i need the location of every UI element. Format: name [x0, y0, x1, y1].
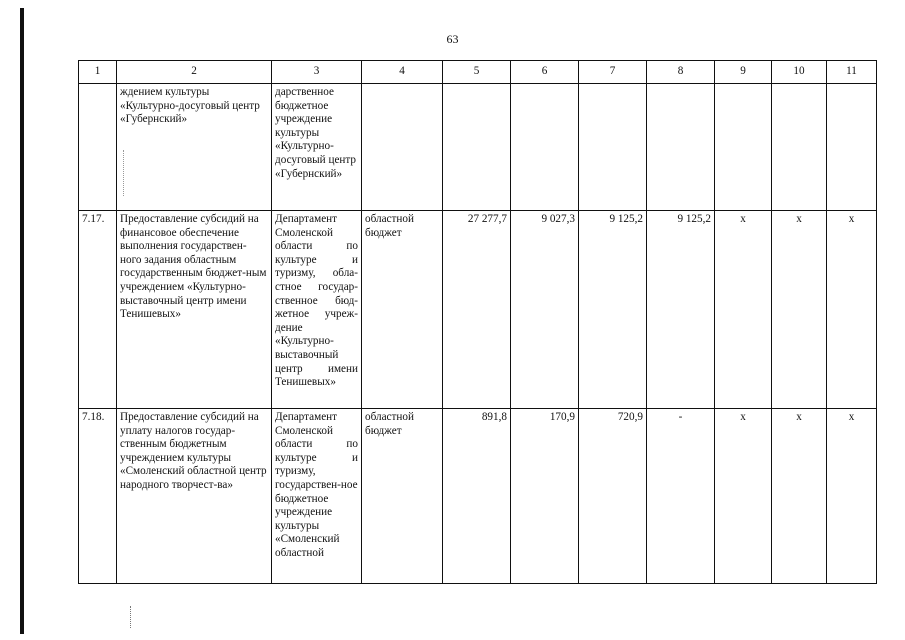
header-cell: 3 [272, 61, 362, 84]
total-amount: 891,8 [443, 409, 511, 584]
header-cell: 2 [117, 61, 272, 84]
year-2-amount: 9 125,2 [579, 211, 647, 409]
header-cell: 7 [579, 61, 647, 84]
header-cell: 6 [511, 61, 579, 84]
measure-name: Предоставление субсидий на уплату налогов государ-ственным бюджетным учреждением культуры «Смоленский областной центр народного творчест-ва» [117, 409, 272, 584]
year-3-amount: 9 125,2 [647, 211, 715, 409]
executor: Департамент Смоленской области по культуре и туризму, обла-стное государ-ственное бюд-жетное учреж-дение «Культурно-выставочный центр имени Тенишевых» [272, 211, 362, 409]
year-2-amount [579, 84, 647, 211]
measure-name: ждением культуры «Культурно-досуговый центр «Губернский» [117, 84, 272, 211]
indicator-col-9 [715, 84, 772, 211]
year-1-amount: 170,9 [511, 409, 579, 584]
header-cell: 5 [443, 61, 511, 84]
total-amount [443, 84, 511, 211]
table-header-row [79, 61, 877, 84]
binding-margin-line [20, 8, 24, 634]
funding-source: областной бюджет [362, 211, 443, 409]
indicator-col-9: х [715, 211, 772, 409]
row-number: 7.18. [79, 409, 117, 584]
funding-source [362, 84, 443, 211]
indicator-col-10: х [772, 211, 827, 409]
header-cell: 8 [647, 61, 715, 84]
total-amount: 27 277,7 [443, 211, 511, 409]
year-2-amount: 720,9 [579, 409, 647, 584]
year-3-amount [647, 84, 715, 211]
scan-artifact-dots [130, 606, 133, 628]
table-row [79, 211, 877, 409]
year-1-amount [511, 84, 579, 211]
executor: Департамент Смоленской области по культуре и туризму, государствен-ное бюджетное учреждение культуры «Смоленский областной [272, 409, 362, 584]
header-cell: 4 [362, 61, 443, 84]
header-cell: 11 [827, 61, 877, 84]
year-1-amount: 9 027,3 [511, 211, 579, 409]
executor: дарственное бюджетное учреждение культуры «Культурно-досуговый центр «Губернский» [272, 84, 362, 211]
measure-name: Предоставление субсидий на финансовое обеспечение выполнения государствен-ного задания областным государственным бюджет-ным учреждением «Культурно-выставочный центр имени Тенишевых» [117, 211, 272, 409]
year-3-amount: - [647, 409, 715, 584]
row-number [79, 84, 117, 211]
scan-artifact-dots [123, 150, 126, 196]
header-cell: 10 [772, 61, 827, 84]
page-number: 63 [446, 32, 459, 46]
header-cell: 1 [79, 61, 117, 84]
indicator-col-11: х [827, 409, 877, 584]
indicator-col-10: х [772, 409, 827, 584]
table-row [79, 409, 877, 584]
row-number: 7.17. [79, 211, 117, 409]
indicator-col-11: х [827, 211, 877, 409]
indicator-col-11 [827, 84, 877, 211]
funding-source: областной бюджет [362, 409, 443, 584]
indicator-col-10 [772, 84, 827, 211]
budget-table [78, 60, 877, 584]
header-cell: 9 [715, 61, 772, 84]
table-row [79, 84, 877, 211]
indicator-col-9: х [715, 409, 772, 584]
